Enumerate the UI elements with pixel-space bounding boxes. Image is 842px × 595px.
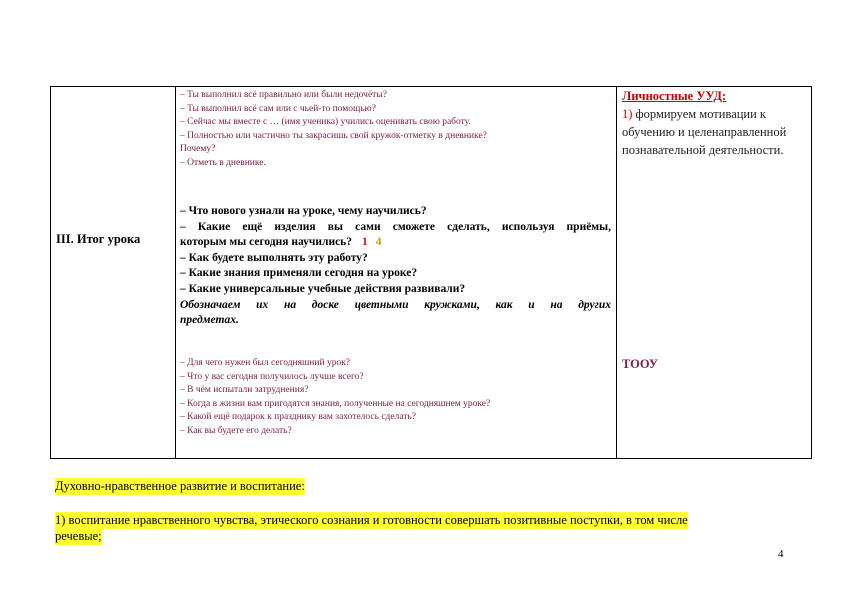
list-item-continued: речевые; bbox=[55, 529, 102, 543]
question-line: – Полностью или частично ты закрасишь свой кружок-отметку в дневнике? bbox=[180, 130, 487, 141]
question-line bbox=[180, 235, 611, 251]
question-line: – Отметь в дневнике. bbox=[180, 157, 266, 168]
list-item: 1) воспитание нравственного чувства, этического сознания и готовности совершать позитивные поступки, в том числе bbox=[55, 513, 688, 527]
question-line: Почему? bbox=[180, 144, 216, 155]
question-text: которым мы сегодня научились? bbox=[180, 236, 353, 249]
number-marker: 4 bbox=[375, 236, 382, 249]
italic-note: Обозначаем их на доске цветными кружками, как и на других bbox=[180, 298, 611, 311]
page-number: 4 bbox=[778, 548, 784, 560]
question-line: – Какие знания применяли сегодня на уроке? bbox=[180, 267, 418, 280]
question-line: – Как вы будете его делать? bbox=[180, 425, 292, 436]
too-label: ТООУ bbox=[622, 357, 659, 371]
question-line: – Какие ещё изделия вы сами сможете сделать, используя приёмы, bbox=[180, 220, 611, 233]
uud-description bbox=[622, 105, 810, 159]
question-line: – Сейчас мы вместе с … (имя ученика) учились оценивать свою работу. bbox=[180, 117, 471, 128]
lesson-table bbox=[50, 86, 812, 459]
number-marker: 1 bbox=[362, 236, 368, 249]
question-line: – Ты выполнил всё сам или с чьей-то помощью? bbox=[180, 103, 376, 114]
question-line: – Для чего нужен был сегодняшний урок? bbox=[180, 358, 351, 368]
uud-title: Личностные УУД: bbox=[622, 89, 727, 103]
question-line: – Какие универсальные учебные действия развивали? bbox=[180, 282, 466, 295]
question-line: – Что нового узнали на уроке, чему научились? bbox=[180, 205, 427, 217]
question-line: – Какой ещё подарок к празднику вам захотелось сделать? bbox=[180, 412, 416, 423]
main-questions bbox=[180, 204, 611, 329]
stage-title: III. Итог урока bbox=[56, 232, 141, 246]
column-divider bbox=[175, 87, 176, 458]
question-line: – В чём испытали затруднения? bbox=[180, 385, 309, 396]
uud-number: 1) bbox=[622, 107, 633, 121]
italic-note: предметах. bbox=[180, 314, 239, 327]
question-line: – Как будете выполнять эту работу? bbox=[180, 251, 368, 264]
teacher-questions-top bbox=[180, 89, 611, 171]
uud-text: формируем мотивации к обучению и целенаправленной познавательной деятельности. bbox=[622, 107, 787, 157]
question-line: – Ты выполнил всё правильно или были недочёты? bbox=[180, 90, 387, 100]
teacher-questions-bottom bbox=[180, 357, 611, 439]
question-line: – Что у вас сегодня получилось лучше всего? bbox=[180, 371, 364, 382]
question-line: – Когда в жизни вам пригодятся знания, полученные на сегодняшнем уроке? bbox=[180, 398, 491, 409]
column-divider bbox=[616, 87, 617, 458]
section-heading: Духовно-нравственное развитие и воспитание: bbox=[55, 479, 305, 493]
